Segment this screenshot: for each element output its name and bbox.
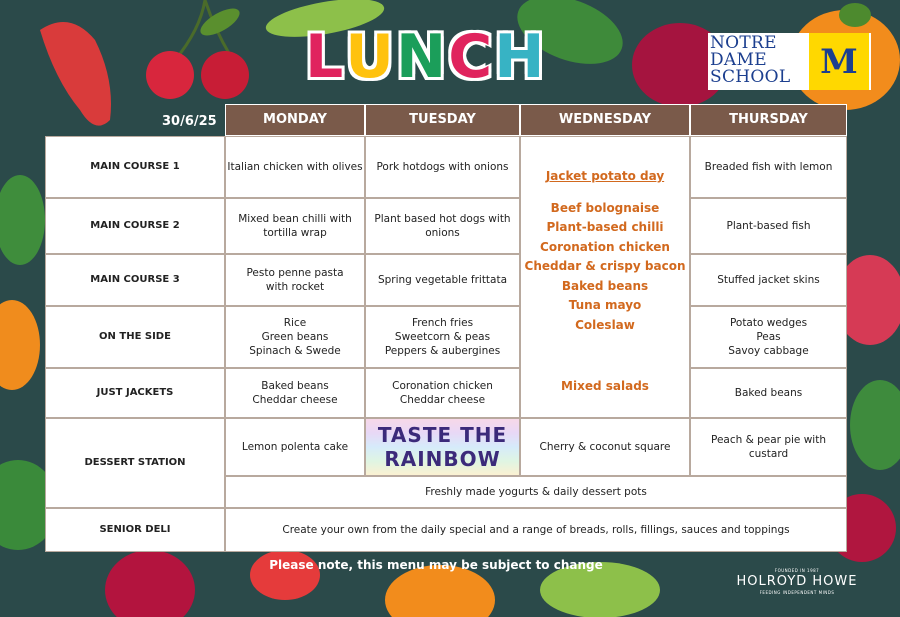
menu-cell: [365, 306, 520, 368]
crest-icon: M: [809, 33, 869, 90]
title-letter: U: [345, 22, 394, 92]
menu-cell: Plant based hot dogs with onions: [365, 198, 520, 254]
menu-item: Spinach & Swede: [249, 345, 341, 357]
rainbow-text: TASTE THE: [377, 423, 508, 447]
caterer-name: HOLROYD HOWE: [736, 574, 858, 589]
menu-table: [45, 104, 847, 552]
menu-item: Green beans: [261, 331, 329, 343]
row-label: ON THE SIDE: [45, 306, 225, 368]
rainbow-text: RAINBOW: [384, 447, 501, 471]
disclaimer-note: Please note, this menu may be subject to change: [269, 558, 603, 572]
title-letter: L: [305, 22, 344, 92]
title-letter: H: [494, 22, 545, 92]
day-header-wednesday: WEDNESDAY: [520, 104, 690, 136]
leaf-icon: [850, 380, 900, 470]
menu-cell-all-week: Create your own from the daily special and a range of breads, rolls, fillings, sauces and toppings: [225, 508, 847, 552]
menu-item: French fries: [411, 317, 474, 329]
menu-item: Sweetcorn & peas: [394, 331, 491, 343]
row-label: JUST JACKETS: [45, 368, 225, 418]
menu-item: Potato wedges: [729, 317, 808, 329]
menu-cell: Cherry & coconut square: [520, 418, 690, 476]
menu-item: Plant-based chilli: [546, 220, 664, 234]
menu-cell: [365, 368, 520, 418]
menu-cell: Breaded fish with lemon: [690, 136, 847, 198]
menu-item: Cheddar cheese: [252, 394, 338, 406]
title-letter: C: [448, 22, 493, 92]
page-title: [305, 18, 545, 92]
day-header-thursday: THURSDAY: [690, 104, 847, 136]
menu-cell: Baked beans: [690, 368, 847, 418]
row-label: MAIN COURSE 3: [45, 254, 225, 306]
menu-item: Baked beans: [561, 278, 649, 293]
menu-cell: Peach & pear pie with custard: [690, 418, 847, 476]
menu-date: 30/6/25: [162, 114, 217, 129]
menu-cell: Stuffed jacket skins: [690, 254, 847, 306]
wednesday-jacket-potato-cell: [520, 136, 690, 418]
menu-cell: Lemon polenta cake: [225, 418, 365, 476]
menu-cell: [225, 306, 365, 368]
caterer-logo: [727, 568, 867, 596]
row-label: SENIOR DELI: [45, 508, 225, 552]
row-label: MAIN COURSE 1: [45, 136, 225, 198]
day-header-tuesday: TUESDAY: [365, 104, 520, 136]
menu-item: Beef bolognaise: [550, 200, 660, 215]
menu-item: Savoy cabbage: [728, 345, 809, 357]
cherry-icon: [201, 51, 249, 99]
menu-item: Tuna mayo: [568, 298, 642, 312]
leaf-icon: [0, 175, 45, 265]
menu-item: Rice: [283, 317, 307, 329]
school-name-line: DAME: [710, 50, 767, 70]
title-letter: N: [395, 22, 447, 92]
menu-item: Cheddar & crispy bacon: [524, 259, 686, 273]
bell-pepper-icon: [385, 565, 495, 617]
menu-cell: Pesto penne pasta with rocket: [225, 254, 365, 306]
menu-item: Coronation chicken: [392, 380, 493, 392]
menu-item: Coronation chicken: [540, 239, 670, 254]
menu-cell: Spring vegetable frittata: [365, 254, 520, 306]
menu-item: Mixed salads: [561, 379, 649, 393]
menu-item: Baked beans: [261, 380, 329, 392]
wednesday-heading: Jacket potato day: [545, 169, 665, 183]
caterer-tagline: FEEDING INDEPENDENT MINDS: [759, 590, 835, 595]
menu-cell: Mixed bean chilli with tortilla wrap: [225, 198, 365, 254]
menu-item: Coleslaw: [575, 317, 635, 332]
taste-the-rainbow-image: [365, 418, 520, 476]
menu-cell: Pork hotdogs with onions: [365, 136, 520, 198]
school-name: [708, 33, 806, 90]
day-header-monday: MONDAY: [225, 104, 365, 136]
row-label: MAIN COURSE 2: [45, 198, 225, 254]
menu-item: Cheddar cheese: [399, 394, 486, 406]
school-logo: [708, 33, 871, 90]
menu-cell: Plant-based fish: [690, 198, 847, 254]
bell-pepper-icon: [0, 300, 40, 390]
school-name-line: NOTRE: [710, 33, 777, 53]
menu-cell: Italian chicken with olives: [225, 136, 365, 198]
menu-cell: [690, 306, 847, 368]
cherry-icon: [146, 51, 194, 99]
menu-item: Peppers & aubergines: [384, 345, 501, 357]
school-name-line: SCHOOL: [710, 67, 791, 87]
caterer-founded: FOUNDED IN 1987: [774, 568, 820, 573]
menu-item: Peas: [756, 331, 781, 343]
menu-cell-all-week: Freshly made yogurts & daily dessert pots: [225, 476, 847, 508]
menu-cell: [225, 368, 365, 418]
row-label: DESSERT STATION: [45, 418, 225, 508]
